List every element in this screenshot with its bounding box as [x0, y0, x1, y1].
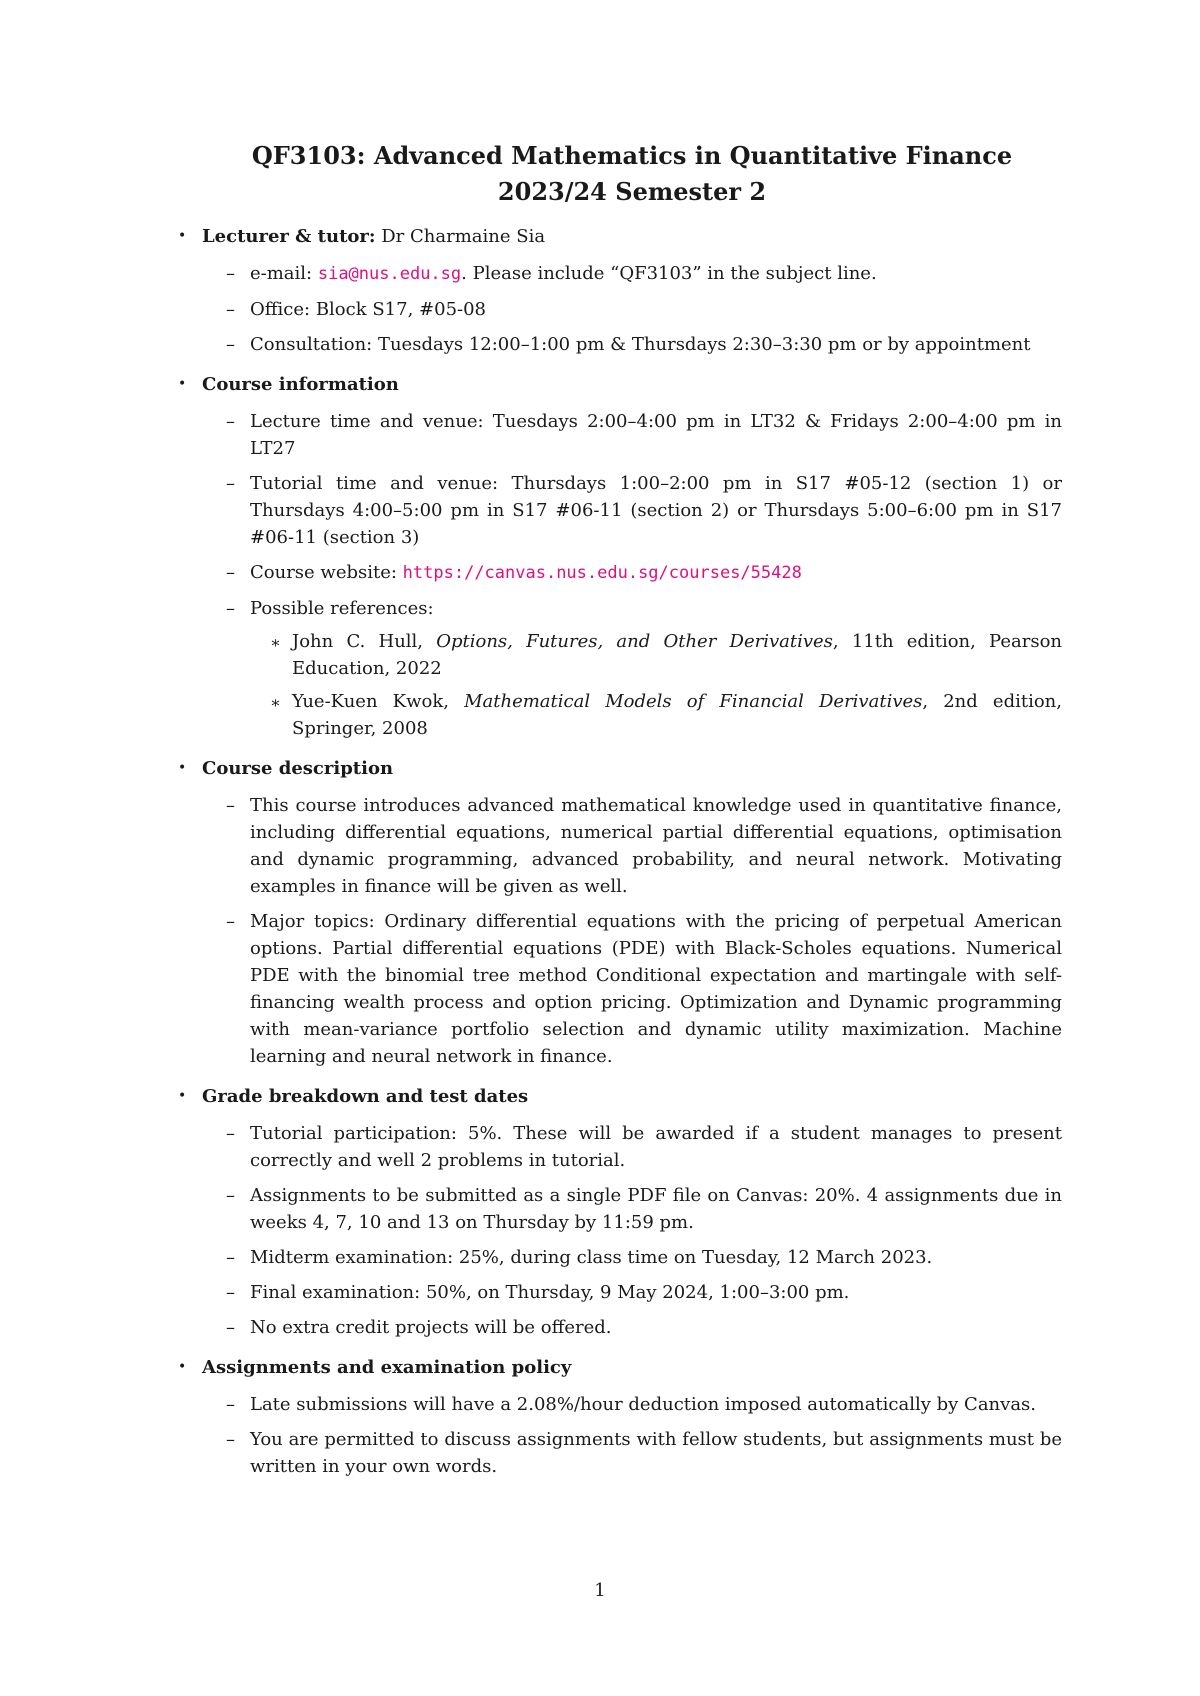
list-item: – Late submissions will have a 2.08%/hour deduction imposed automatically by Canvas. [226, 1394, 1037, 1415]
bullet-icon: • [178, 228, 187, 244]
list-item: – Tutorial participation: 5%. These will be awarded if a student manages to present correctly and well 2 problems in tutorial. [226, 1123, 1062, 1171]
description-topics: – Major topics: Ordinary differential equations with the pricing of perpetual American options. Partial differential equations (PDE) with Black-Scholes equations. Numerical PDE with the binomial tree method Conditional expectation and martingale with self-financing wealth process and option pricing. Optimization and Dynamic programming with mean-variance portfolio selection and dynamic utility maximization. Machine learning and neural network in finance. [226, 911, 1062, 1067]
section-policy [178, 1354, 1062, 1480]
section-heading: Course information [202, 374, 399, 395]
office-item: – Office: Block S17, #05-08 [226, 299, 487, 320]
star-bullet-icon: ∗ [270, 693, 281, 712]
tutorial-item: – Tutorial time and venue: Thursdays 1:00–2:00 pm in S17 #05-12 (section 1) or Thursdays 4:00–5:00 pm in S17 #06-11 (section 2) or Thursdays 5:00–6:00 pm in S17 #06-11 (section 3) [226, 473, 1062, 548]
section-heading: Assignments and examination policy [202, 1357, 572, 1378]
document-page [178, 138, 1063, 1480]
list-item: – You are permitted to discuss assignments with fellow students, but assignments must be written in your own words. [226, 1429, 1062, 1477]
website-item: – Course website: https://canvas.nus.edu.sg/courses/55428 [226, 562, 802, 583]
email-item: – e-mail: sia@nus.edu.sg. Please include “QF3103” in the subject line. [226, 263, 877, 284]
bullet-icon: • [178, 1359, 187, 1375]
section-lecturer [178, 223, 1062, 358]
list-item: – Assignments to be submitted as a single PDF file on Canvas: 20%. 4 assignments due in weeks 4, 7, 10 and 13 on Thursday by 11:59 pm. [226, 1185, 1062, 1233]
page-number: 1 [594, 1580, 606, 1601]
email-link[interactable]: sia@nus.edu.sg [317, 264, 462, 284]
list-item: – No extra credit projects will be offered. [226, 1317, 612, 1338]
bullet-icon: • [178, 376, 187, 392]
bullet-icon: • [178, 760, 187, 776]
section-heading: Course description [202, 758, 394, 779]
section-heading: Lecturer & tutor: [202, 226, 376, 247]
section-description [178, 755, 1062, 1070]
description-intro: – This course introduces advanced mathematical knowledge used in quantitative finance, including differential equations, numerical partial differential equations, optimisation and dynamic programming, advanced probability, and neural network. Motivating examples in finance will be given as well. [226, 795, 1062, 897]
lecture-item: – Lecture time and venue: Tuesdays 2:00–4:00 pm in LT32 & Fridays 2:00–4:00 pm in LT27 [226, 411, 1062, 459]
section-course-info [178, 371, 1063, 742]
reference-2: ∗ Yue-Kuen Kwok, Mathematical Models of Financial Derivatives, 2nd edition, Springer, 2008 [270, 691, 1062, 739]
lecturer-name: Dr Charmaine Sia [375, 226, 546, 247]
semester-title: 2023/24 Semester 2 [497, 177, 767, 206]
consultation-item: – Consultation: Tuesdays 12:00–1:00 pm & Thursdays 2:30–3:30 pm or by appointment [226, 334, 1031, 355]
star-bullet-icon: ∗ [270, 633, 281, 652]
course-website-link[interactable]: https://canvas.nus.edu.sg/courses/55428 [402, 563, 802, 583]
references-item: – Possible references: [226, 598, 434, 619]
course-title: QF3103: Advanced Mathematics in Quantitative Finance [251, 141, 1013, 170]
list-item: – Final examination: 50%, on Thursday, 9 May 2024, 1:00–3:00 pm. [226, 1282, 850, 1303]
reference-1: ∗ John C. Hull, Options, Futures, and Other Derivatives, 11th edition, Pearson Education, 2022 [270, 631, 1063, 679]
bullet-icon: • [178, 1088, 187, 1104]
list-item: – Midterm examination: 25%, during class time on Tuesday, 12 March 2023. [226, 1247, 933, 1268]
section-grades [178, 1083, 1062, 1341]
section-heading: Grade breakdown and test dates [202, 1086, 529, 1107]
